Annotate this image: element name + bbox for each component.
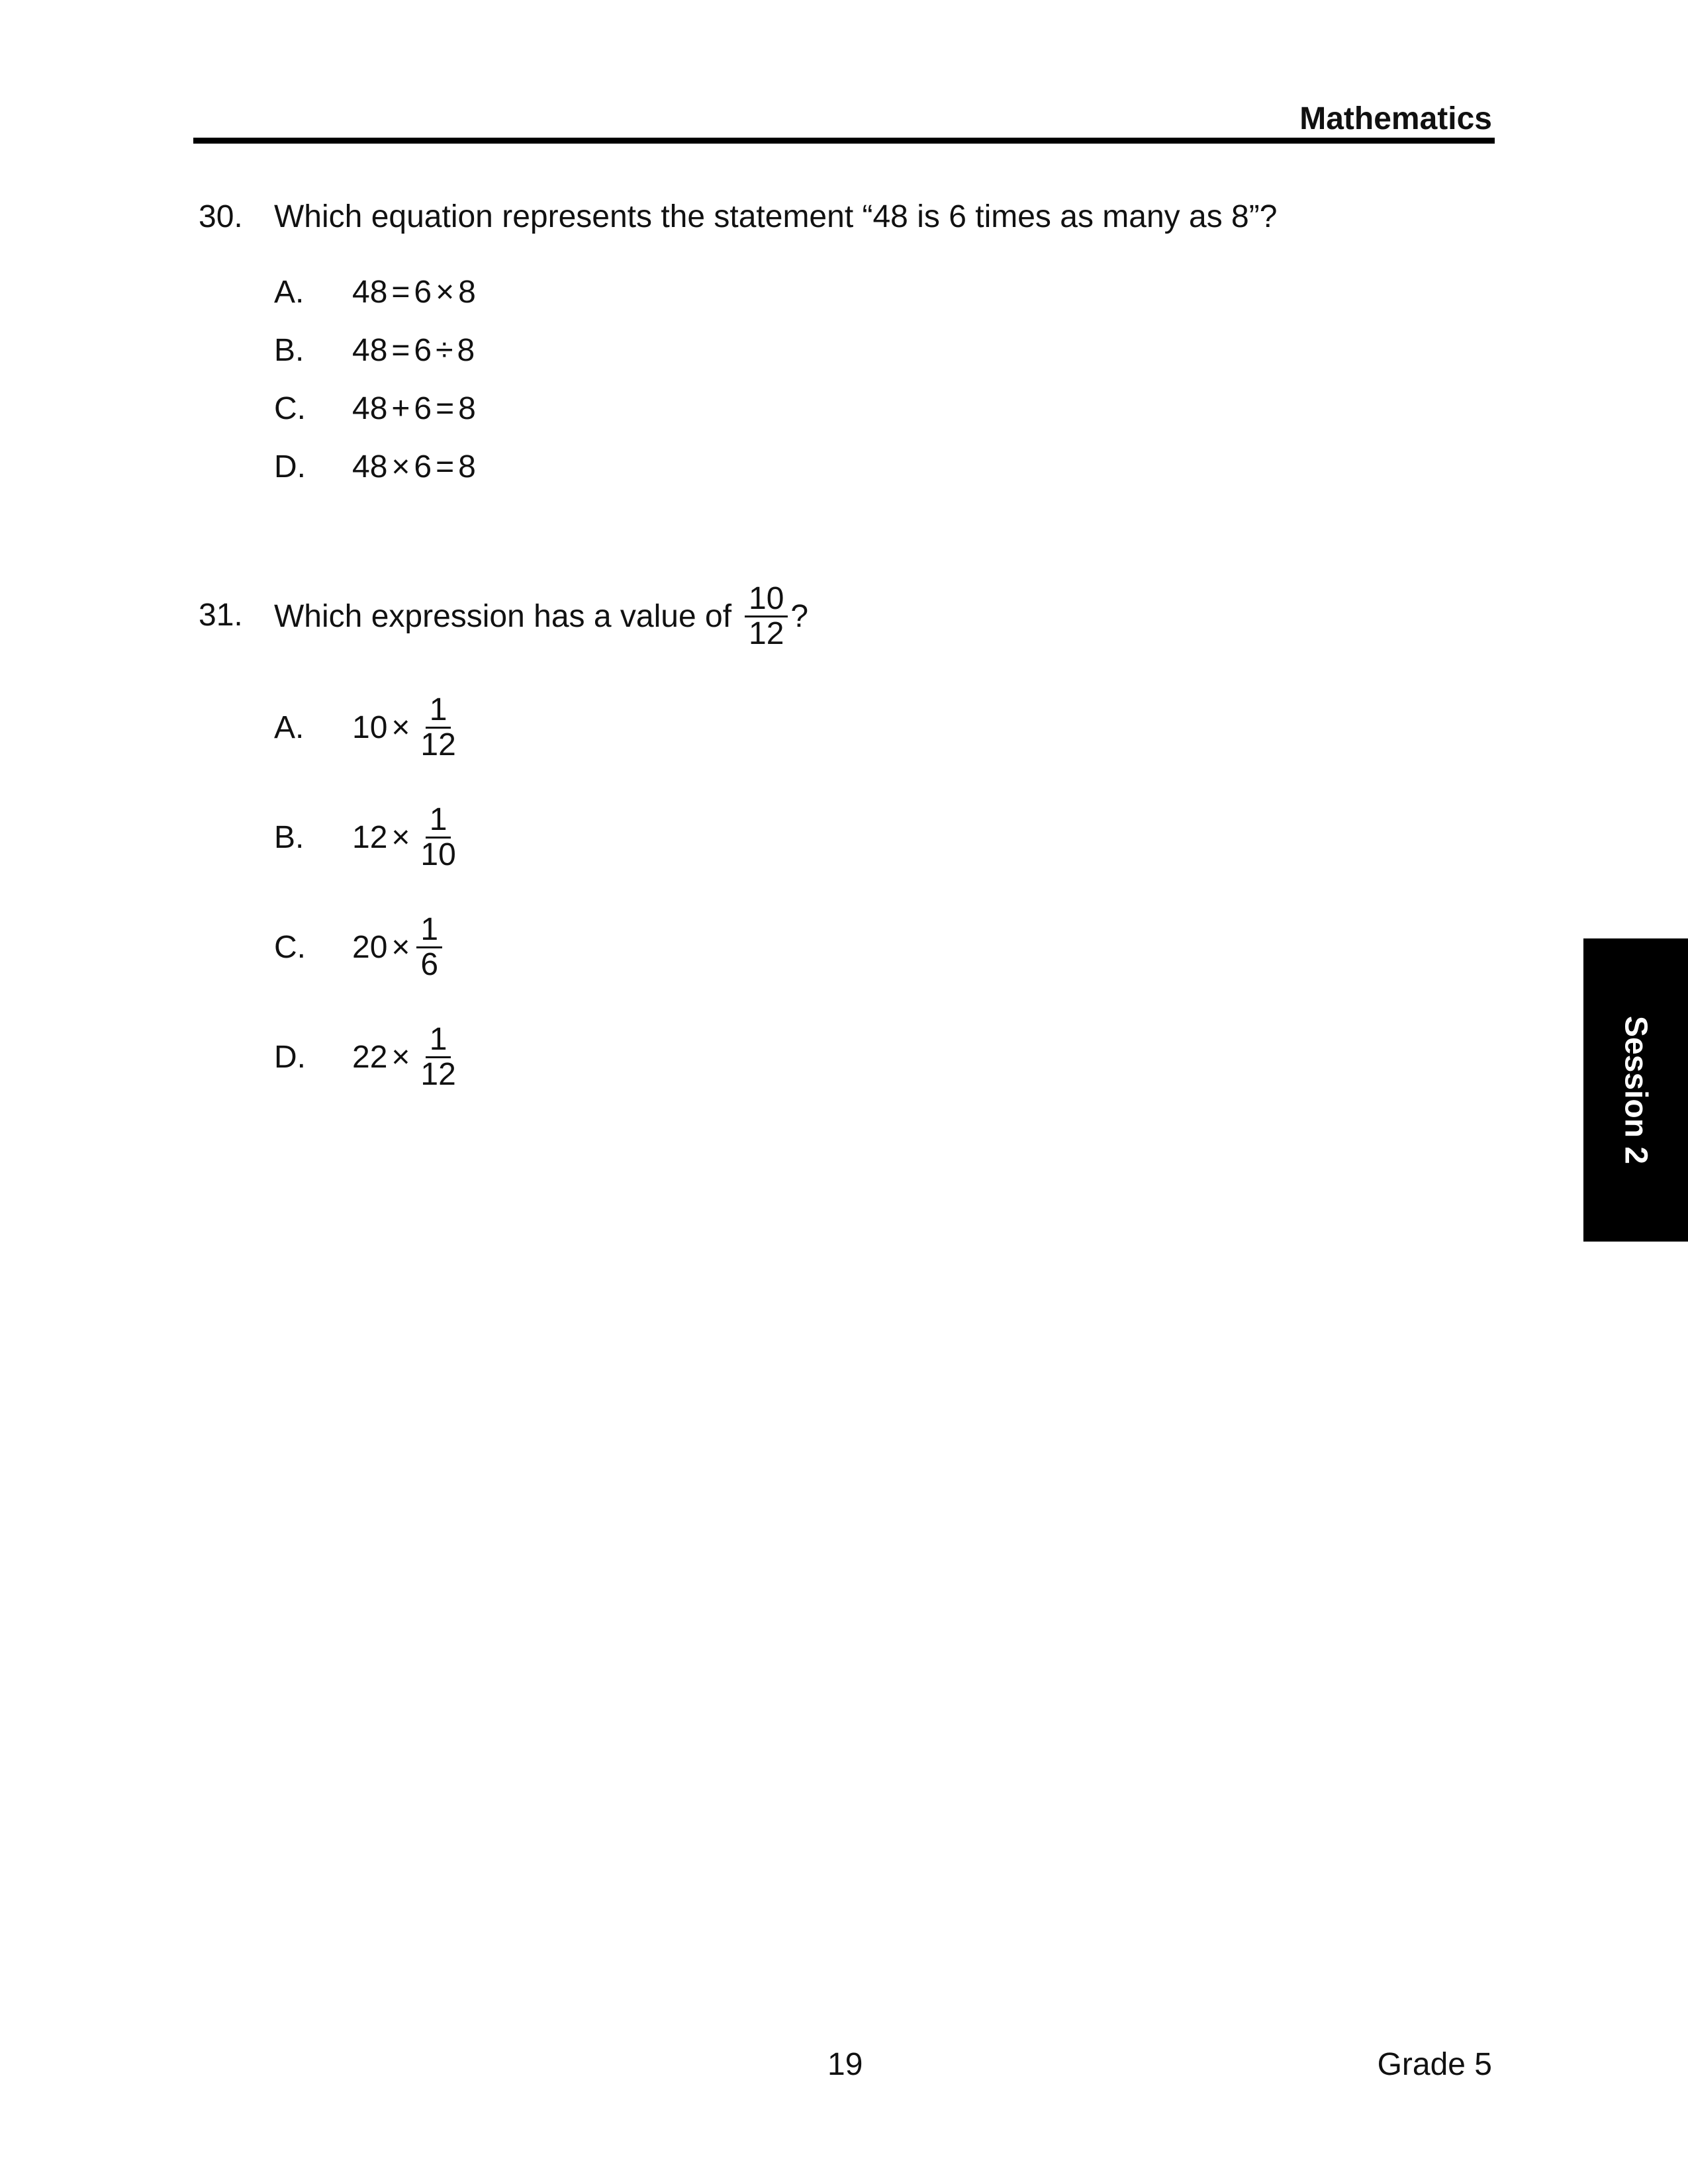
question-30-number: 30.: [199, 199, 243, 234]
fraction-denominator: 12: [420, 727, 456, 762]
whole-number: 12: [352, 819, 388, 855]
question-31-number: 31.: [199, 598, 243, 633]
operator: ×: [391, 449, 410, 484]
fraction-denominator: 10: [420, 837, 456, 872]
fraction-numerator: 1: [426, 1023, 451, 1058]
q31-option-b-letter: B.: [274, 820, 305, 855]
fraction-denominator: 12: [420, 1057, 456, 1092]
q31-option-d-letter: D.: [274, 1040, 306, 1075]
operator: ×: [436, 275, 455, 310]
page-number: 19: [827, 2047, 863, 2082]
session-tab: [1583, 938, 1688, 1242]
term: 48: [352, 275, 388, 310]
term: 6: [414, 391, 432, 426]
q31-option-b-expression[interactable]: [352, 803, 463, 872]
fraction-denominator: 6: [420, 947, 439, 982]
operator: ×: [391, 929, 410, 965]
fraction-numerator: 1: [426, 694, 451, 729]
q30-option-c-letter: C.: [274, 391, 306, 426]
q30-option-a-expression[interactable]: [352, 273, 476, 312]
term: 8: [458, 449, 476, 484]
q30-option-b-expression[interactable]: [352, 331, 475, 371]
operator: =: [436, 449, 455, 484]
term: 8: [458, 275, 476, 310]
header-rule: [193, 138, 1495, 144]
q31-option-c-letter: C.: [274, 930, 306, 965]
q30-option-d-letter: D.: [274, 449, 306, 484]
term: 48: [352, 333, 388, 368]
term: 6: [414, 275, 432, 310]
question-31-suffix: ?: [790, 598, 809, 634]
term: 48: [352, 449, 388, 484]
q30-option-a-letter: A.: [274, 275, 305, 310]
term: 8: [458, 391, 476, 426]
fraction-numerator: 10: [745, 582, 788, 617]
term: 8: [457, 333, 475, 368]
option-fraction: [416, 803, 459, 872]
q31-option-a-expression[interactable]: [352, 694, 463, 762]
session-tab-label: Session 2: [1618, 1015, 1654, 1165]
q31-option-a-letter: A.: [274, 710, 305, 745]
fraction-denominator: 12: [749, 616, 784, 651]
question-31-text: [274, 582, 808, 651]
operator: ×: [391, 819, 410, 855]
q30-option-d-expression[interactable]: [352, 447, 476, 487]
question-30-text: Which equation represents the statement “48 is 6 times as many as 8”?: [274, 199, 1278, 234]
question-31-stem: Which expression has a value of: [274, 598, 732, 634]
operator: =: [436, 391, 455, 426]
operator: ×: [391, 1039, 410, 1075]
q31-option-c-expression[interactable]: [352, 913, 445, 981]
q31-option-d-expression[interactable]: [352, 1023, 463, 1091]
operator: =: [391, 333, 410, 368]
whole-number: 10: [352, 709, 388, 745]
q30-option-b-letter: B.: [274, 333, 305, 368]
option-fraction: [416, 694, 459, 762]
whole-number: 20: [352, 929, 388, 965]
operator: ÷: [436, 333, 453, 368]
grade-label: Grade 5: [1377, 2047, 1492, 2082]
operator: +: [391, 391, 410, 426]
q30-option-c-expression[interactable]: [352, 389, 476, 429]
fraction-numerator: 1: [426, 803, 451, 839]
option-fraction: [416, 1023, 459, 1091]
question-31-fraction: [745, 582, 788, 651]
fraction-numerator: 1: [416, 913, 442, 948]
operator: ×: [391, 709, 410, 745]
term: 6: [414, 333, 432, 368]
term: 48: [352, 391, 388, 426]
operator: =: [391, 275, 410, 310]
whole-number: 22: [352, 1039, 388, 1075]
page-header-title: Mathematics: [1299, 101, 1492, 136]
option-fraction: [416, 913, 442, 981]
term: 6: [414, 449, 432, 484]
